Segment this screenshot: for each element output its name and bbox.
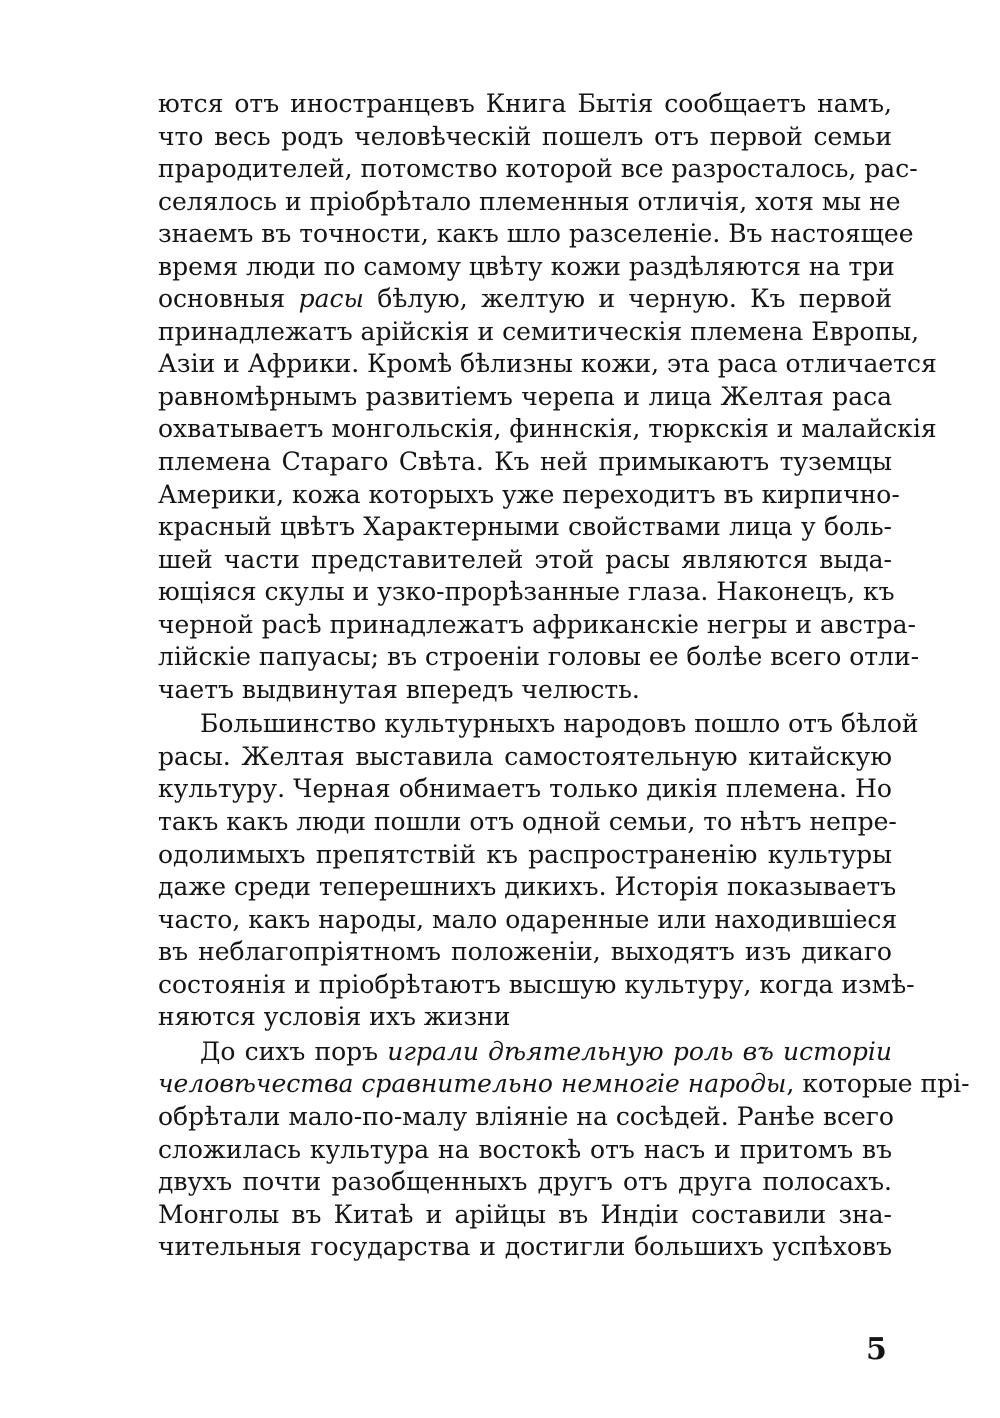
- text-line: няются условія ихъ жизни: [158, 1002, 511, 1032]
- italic-phrase: человѣчества сравнительно немногіе народы: [158, 1069, 787, 1099]
- text-line: Азіи и Африки. Кромѣ бѣлизны кожи, эта раса отличается: [158, 349, 937, 379]
- text-line-mixed: [158, 283, 892, 316]
- text-line: знаемъ въ точности, какъ шло разселеніе. Въ настоящее: [158, 219, 914, 249]
- text-line: часто, какъ народы, мало одаренные или находившіеся: [158, 904, 898, 934]
- text-line: даже среди теперешнихъ дикихъ. Исторія показываетъ: [158, 872, 897, 902]
- text-line-mixed: [158, 1036, 892, 1069]
- text-line: Монголы въ Китаѣ и арійцы въ Индіи составили зна-: [158, 1199, 892, 1229]
- text-line: такъ какъ люди пошли отъ одной семьи, то нѣтъ непре-: [158, 807, 897, 837]
- text-line: Америки, кожа которыхъ уже переходитъ въ кирпично-: [158, 479, 900, 509]
- text-line: красный цвѣтъ Характерными свойствами лица у боль-: [158, 512, 892, 542]
- text-line: обрѣтали мало-по-малу вліяніе на сосѣдей. Ранѣе всего: [158, 1101, 894, 1131]
- paragraph-3: [158, 1036, 970, 1264]
- paragraph-1: [158, 88, 937, 706]
- text-fragment: бѣлую, желтую и черную. Къ первой: [363, 284, 893, 314]
- text-line: ющіяся скулы и узко-прорѣзанные глаза. Наконецъ, къ: [158, 577, 895, 607]
- text-line: сложилась культура на востокѣ отъ насъ и притомъ въ: [158, 1134, 892, 1164]
- text-line: селялось и пріобрѣтало племенныя отличія, хотя мы не: [158, 186, 901, 216]
- text-line: чаетъ выдвинутая впередъ челюсть.: [158, 674, 640, 704]
- text-line: расы. Желтая выставила самостоятельную китайскую: [158, 741, 892, 771]
- text-fragment: основныя: [158, 284, 286, 314]
- text-line: чительныя государства и достигли большихъ успѣховъ: [158, 1232, 892, 1262]
- text-line: прародителей, потомство которой все разросталось, рас-: [158, 154, 918, 184]
- text-line: двухъ почти разобщенныхъ другъ отъ друга полосахъ.: [158, 1167, 892, 1197]
- text-line: принадлежатъ арійскія и семитическія племена Европы,: [158, 316, 920, 346]
- text-line: культуру. Черная обнимаетъ только дикія племена. Но: [158, 774, 892, 804]
- text-line: охватываетъ монгольскія, финнскія, тюркскія и малайскія: [158, 414, 937, 444]
- text-line: одолимыхъ препятствій къ распространенію культуры: [158, 839, 892, 869]
- text-line: ются отъ иностранцевъ Книга Бытія сообщаетъ намъ,: [158, 89, 892, 118]
- italic-term-races: расы: [298, 284, 364, 314]
- text-fragment: До сихъ поръ: [200, 1036, 388, 1066]
- text-line: равномѣрнымъ развитіемъ черепа и лица Желтая раса: [158, 381, 892, 411]
- paragraph-2: [158, 708, 919, 1033]
- text-line: состоянія и пріобрѣтаютъ высшую культуру, когда измѣ-: [158, 969, 915, 999]
- text-column: [158, 88, 970, 1264]
- text-line: время люди по самому цвѣту кожи раздѣляются на три: [158, 251, 895, 281]
- text-line: Большинство культурныхъ народовъ пошло отъ бѣлой: [200, 709, 919, 739]
- text-fragment: , которые прі-: [786, 1069, 970, 1099]
- page-number: 5: [866, 1332, 887, 1367]
- italic-phrase: играли дѣятельную роль въ исторіи: [387, 1036, 893, 1066]
- text-line: лійскіе папуасы; въ строеніи головы ее болѣе всего отли-: [158, 642, 920, 672]
- text-line: что весь родъ человѣческій пошелъ отъ первой семьи: [158, 121, 892, 151]
- text-line: племена Стараго Свѣта. Къ ней примыкаютъ туземцы: [158, 447, 892, 477]
- text-line-mixed: [158, 1068, 970, 1101]
- text-line: шей части представителей этой расы являются выда-: [158, 544, 892, 574]
- text-line: черной расѣ принадлежатъ африканскіе негры и австра-: [158, 609, 917, 639]
- text-line: въ неблагопріятномъ положеніи, выходятъ изъ дикаго: [158, 937, 892, 967]
